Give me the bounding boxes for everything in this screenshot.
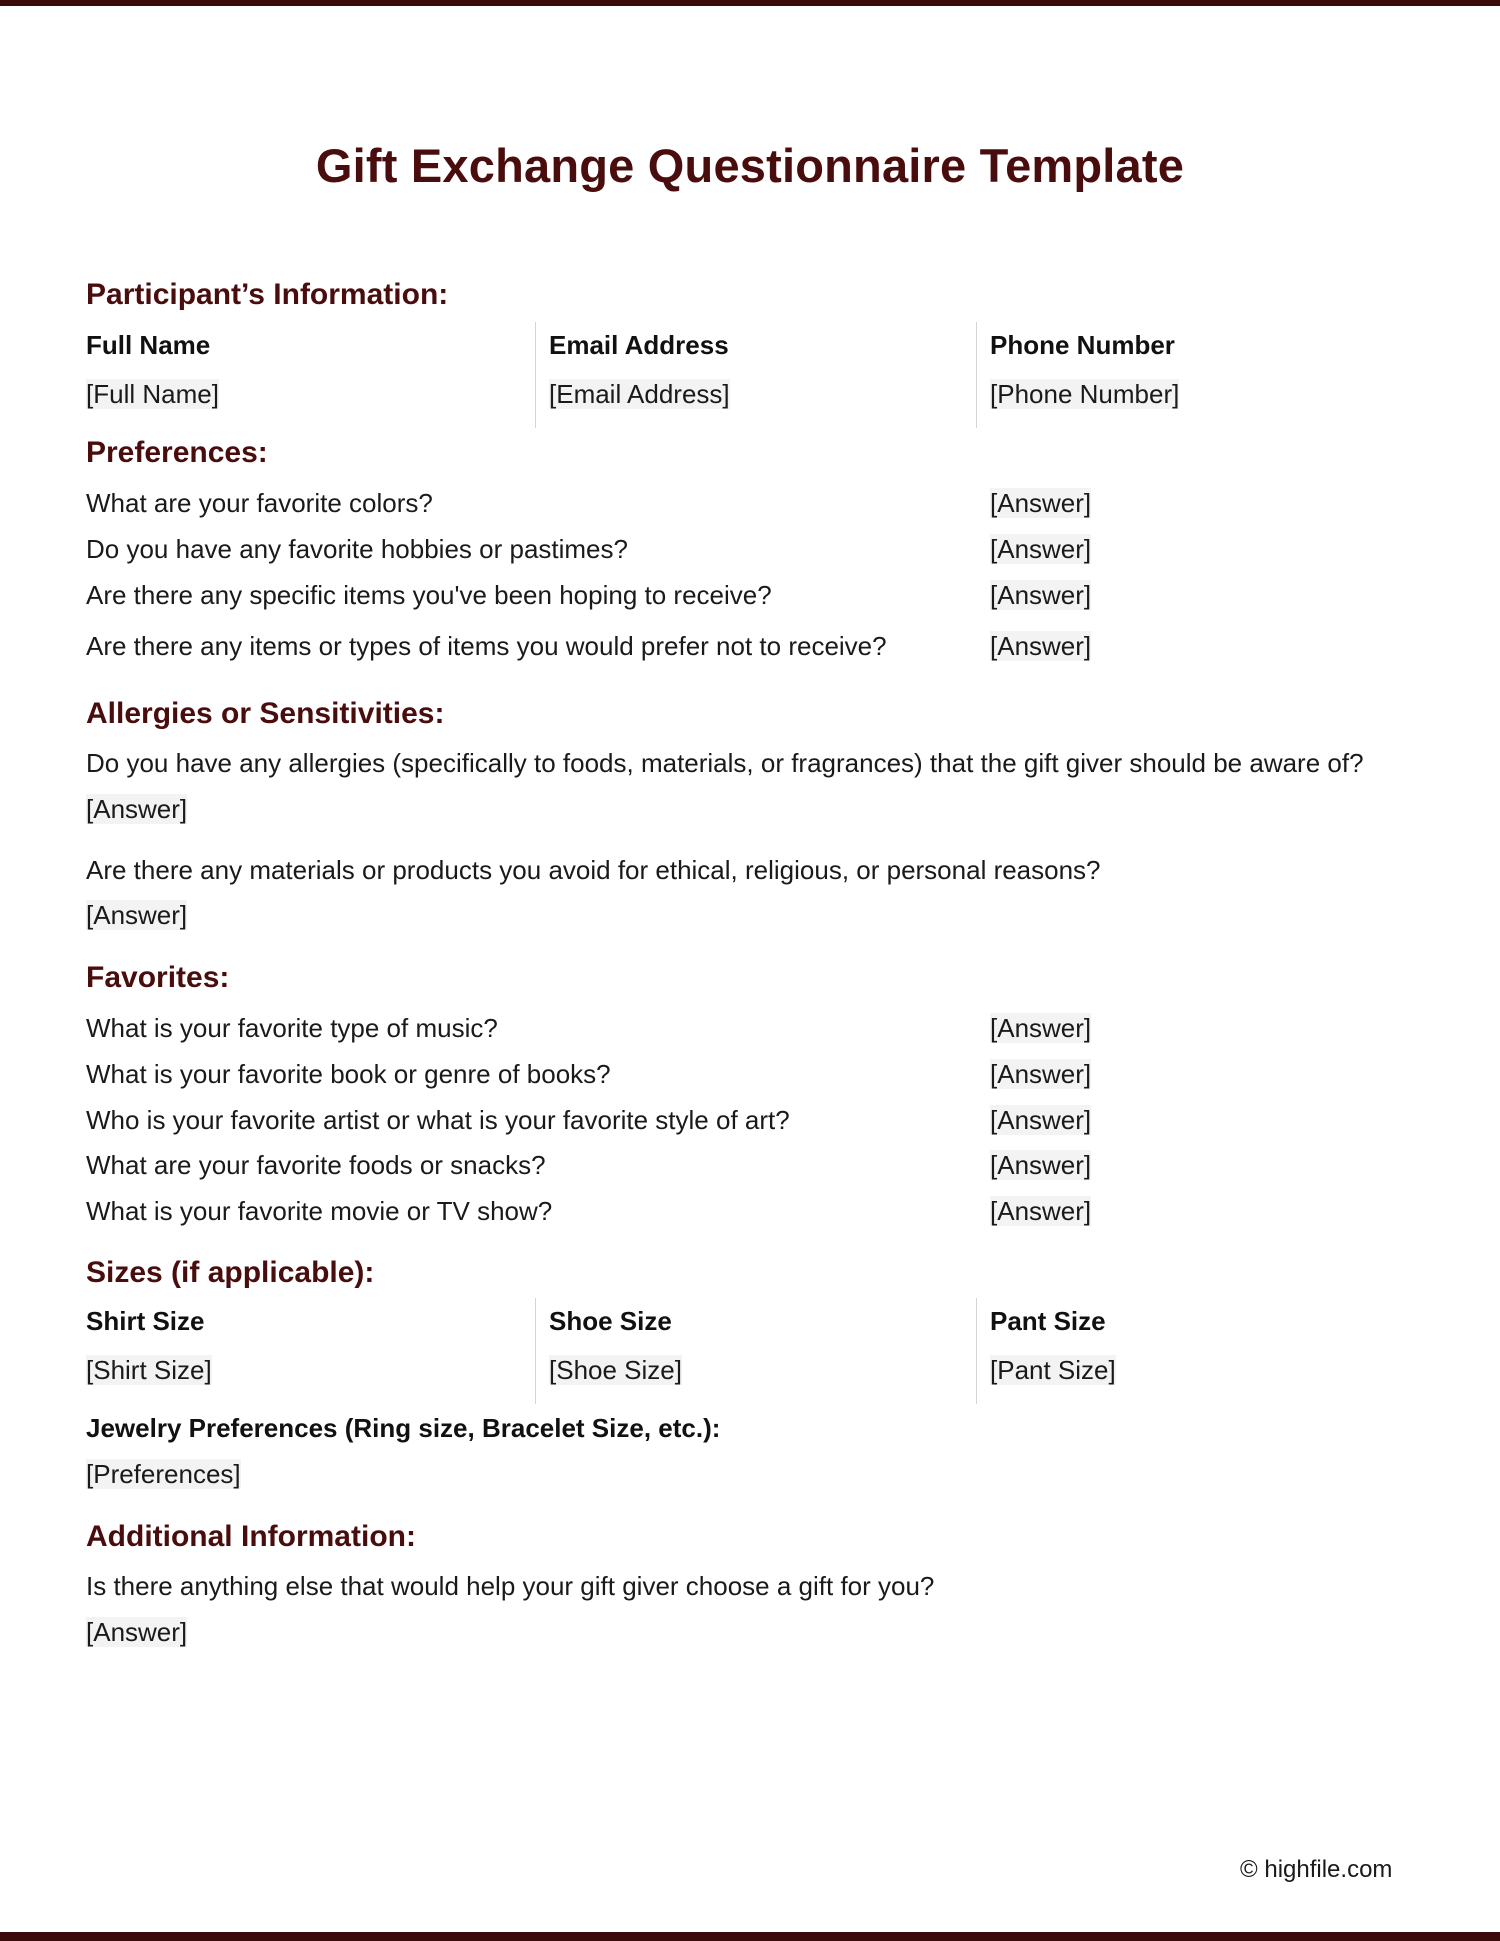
- column-divider: [535, 322, 536, 428]
- field-label: Email Address: [549, 330, 729, 360]
- column-divider: [976, 322, 977, 428]
- shoe-size-field[interactable]: [Shoe Size]: [549, 1355, 682, 1385]
- question: Do you have any favorite hobbies or pastimes?: [86, 534, 628, 564]
- question: Are there any items or types of items you would prefer not to receive?: [86, 631, 887, 661]
- section-heading-sizes: Sizes (if applicable):: [86, 1256, 375, 1289]
- full-name-field[interactable]: [Full Name]: [86, 379, 219, 409]
- answer-field[interactable]: [Answer]: [86, 1617, 188, 1647]
- answer-field[interactable]: [Answer]: [990, 1196, 1092, 1226]
- section-heading-participant: Participant’s Information:: [86, 278, 449, 311]
- footer-copyright: © highfile.com: [1240, 1856, 1393, 1883]
- page-title: Gift Exchange Questionnaire Template: [315, 139, 1185, 192]
- field-shirt-size: [86, 1306, 212, 1386]
- email-field[interactable]: [Email Address]: [549, 379, 730, 409]
- answer-field[interactable]: [Answer]: [990, 488, 1092, 518]
- question: What are your favorite colors?: [86, 488, 433, 518]
- answer-field[interactable]: [Answer]: [990, 631, 1092, 661]
- top-border: [0, 0, 1500, 6]
- answer-field[interactable]: [Answer]: [990, 1059, 1092, 1089]
- answer-field[interactable]: [Answer]: [990, 1105, 1092, 1135]
- answer-field[interactable]: [Answer]: [86, 794, 188, 824]
- field-label: Full Name: [86, 330, 211, 360]
- question: Are there any specific items you've been hoping to receive?: [86, 580, 772, 610]
- answer-field[interactable]: [Answer]: [990, 580, 1092, 610]
- answer-field[interactable]: [Answer]: [990, 534, 1092, 564]
- question: Are there any materials or products you avoid for ethical, religious, or personal reasons?: [86, 855, 1101, 885]
- field-phone: [990, 330, 1179, 410]
- jewelry-label: Jewelry Preferences (Ring size, Bracelet Size, etc.):: [86, 1413, 721, 1443]
- field-label: Shirt Size: [86, 1306, 205, 1336]
- field-pant-size: [990, 1306, 1116, 1386]
- shirt-size-field[interactable]: [Shirt Size]: [86, 1355, 212, 1385]
- field-full-name: [86, 330, 219, 410]
- field-label: Shoe Size: [549, 1306, 672, 1336]
- answer-field[interactable]: [Answer]: [990, 1013, 1092, 1043]
- column-divider: [535, 1298, 536, 1404]
- section-heading-allergies: Allergies or Sensitivities:: [86, 697, 445, 730]
- field-shoe-size: [549, 1306, 682, 1386]
- column-divider: [976, 1298, 977, 1404]
- question: What is your favorite movie or TV show?: [86, 1196, 553, 1226]
- bottom-border: [0, 1932, 1500, 1941]
- phone-field[interactable]: [Phone Number]: [990, 379, 1180, 409]
- answer-field[interactable]: [Answer]: [86, 900, 188, 930]
- field-label: Phone Number: [990, 330, 1175, 360]
- question: Who is your favorite artist or what is your favorite style of art?: [86, 1105, 790, 1135]
- question: What is your favorite type of music?: [86, 1013, 498, 1043]
- pant-size-field[interactable]: [Pant Size]: [990, 1355, 1116, 1385]
- field-email: [549, 330, 730, 410]
- question: Do you have any allergies (specifically to foods, materials, or fragrances) that the gift giver should be aware of?: [86, 748, 1364, 778]
- question: What are your favorite foods or snacks?: [86, 1150, 546, 1180]
- section-heading-additional: Additional Information:: [86, 1520, 416, 1553]
- section-heading-preferences: Preferences:: [86, 436, 268, 469]
- question: What is your favorite book or genre of books?: [86, 1059, 611, 1089]
- answer-field[interactable]: [Answer]: [990, 1150, 1092, 1180]
- jewelry-preferences-field[interactable]: [Preferences]: [86, 1459, 241, 1489]
- section-heading-favorites: Favorites:: [86, 961, 230, 994]
- question: Is there anything else that would help your gift giver choose a gift for you?: [86, 1571, 935, 1601]
- field-label: Pant Size: [990, 1306, 1106, 1336]
